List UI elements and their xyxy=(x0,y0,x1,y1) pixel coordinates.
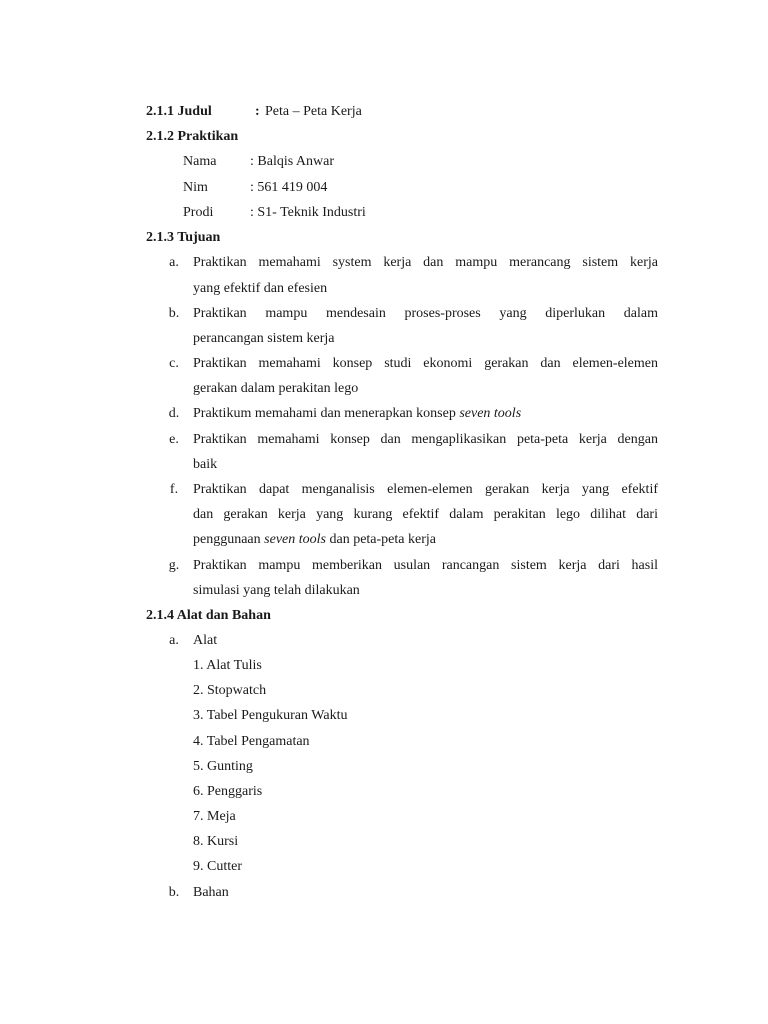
subheading-bahan: Bahan xyxy=(193,885,229,900)
section-heading-praktikan: 2.1.2 Praktikan xyxy=(146,129,239,144)
list-item-text: Praktikan mampu mendesain proses-proses yang diperlukan dalam xyxy=(193,306,658,321)
field-value-nama: : Balqis Anwar xyxy=(250,154,334,169)
list-item-text: dan gerakan kerja yang kurang efektif dalam perakitan lego dilihat dari xyxy=(193,507,658,522)
alat-item: 7. Meja xyxy=(193,809,236,824)
section-heading-alat-bahan: 2.1.4 Alat dan Bahan xyxy=(146,608,271,623)
alat-item: 1. Alat Tulis xyxy=(193,658,262,673)
list-item-text: simulasi yang telah dilakukan xyxy=(193,583,360,598)
judul-colon: : xyxy=(255,104,260,119)
field-label-nim: Nim xyxy=(183,180,208,195)
list-marker: d. xyxy=(168,406,180,421)
subheading-alat: Alat xyxy=(193,633,218,648)
list-item-text: Praktikan memahami konsep dan mengaplikasikan peta-peta kerja dengan xyxy=(193,432,658,447)
alat-item: 2. Stopwatch xyxy=(193,683,267,698)
section-heading-judul: 2.1.1 Judul xyxy=(146,104,212,119)
list-item-text: yang efektif dan efesien xyxy=(193,281,328,296)
alat-item: 4. Tabel Pengamatan xyxy=(193,734,310,749)
list-item-text: Praktikan mampu memberikan usulan rancangan sistem kerja dari hasil xyxy=(193,558,658,573)
list-marker: f. xyxy=(169,482,179,497)
alat-item: 6. Penggaris xyxy=(193,784,263,799)
list-item-text: Praktikan memahami system kerja dan mampu merancang sistem kerja xyxy=(193,255,658,270)
alat-item: 9. Cutter xyxy=(193,859,242,874)
field-value-nim: : 561 419 004 xyxy=(250,180,328,195)
list-item-text: Praktikan memahami konsep studi ekonomi gerakan dan elemen-elemen xyxy=(193,356,658,371)
emphasis-text: seven tools xyxy=(264,532,326,547)
list-marker: b. xyxy=(168,885,180,900)
emphasis-text: seven tools xyxy=(459,406,522,421)
field-label-prodi: Prodi xyxy=(183,205,214,220)
field-label-nama: Nama xyxy=(183,154,217,169)
judul-value: Peta – Peta Kerja xyxy=(265,104,362,119)
list-item-text-segment: dan peta-peta kerja xyxy=(325,532,436,547)
alat-item: 3. Tabel Pengukuran Waktu xyxy=(193,708,348,723)
list-marker: g. xyxy=(168,558,180,573)
list-item-text: gerakan dalam perakitan lego xyxy=(193,381,359,396)
alat-item: 8. Kursi xyxy=(193,834,239,849)
list-marker: e. xyxy=(169,432,179,447)
list-item-text-segment: penggunaan xyxy=(193,532,265,547)
list-item-text-segment: Praktikum memahami dan menerapkan konsep xyxy=(193,406,460,421)
alat-item: 5. Gunting xyxy=(193,759,253,774)
list-item-text: Praktikan dapat menganalisis elemen-elemen gerakan kerja yang efektif xyxy=(193,482,658,497)
list-marker: a. xyxy=(169,255,179,270)
list-item-text: perancangan sistem kerja xyxy=(193,331,335,346)
field-value-prodi: : S1- Teknik Industri xyxy=(250,205,366,220)
list-marker: c. xyxy=(169,356,179,371)
list-item-text xyxy=(193,527,436,552)
list-item-text xyxy=(193,401,521,426)
list-item-text: baik xyxy=(193,457,218,472)
section-heading-tujuan: 2.1.3 Tujuan xyxy=(146,230,221,245)
list-marker: a. xyxy=(169,633,179,648)
list-marker: b. xyxy=(168,306,180,321)
